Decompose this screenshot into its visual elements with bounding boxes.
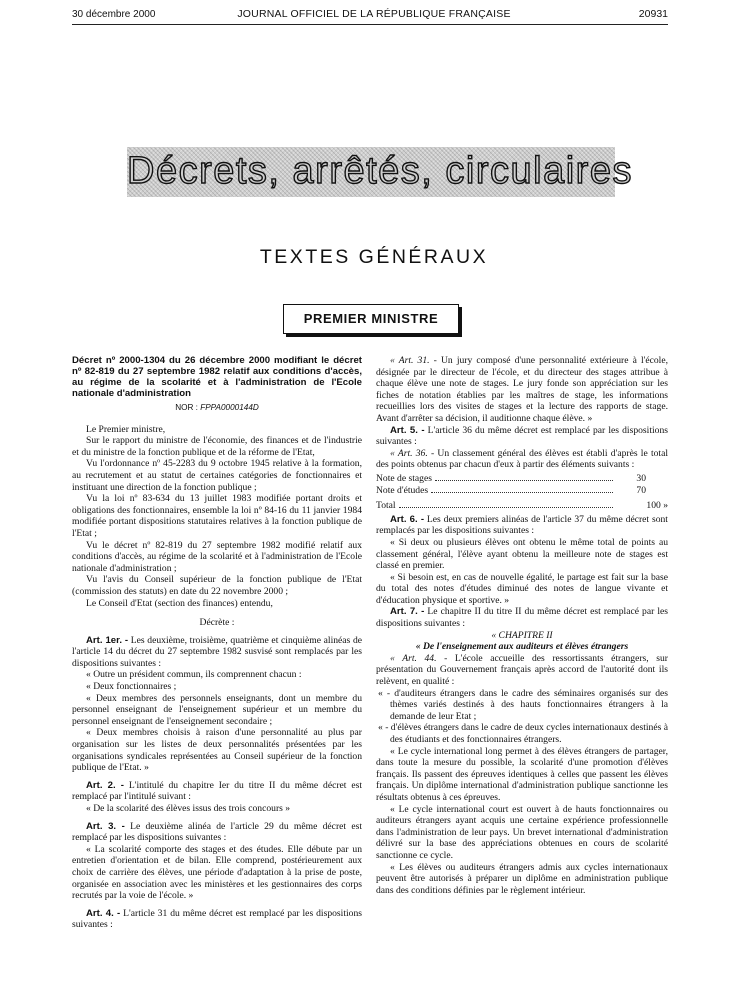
paragraph: Sur le rapport du ministre de l'économie, des finances et de l'industrie et du ministre de la fonction publique et de la réforme de l'Etat, <box>72 435 362 458</box>
article-6 <box>376 514 668 537</box>
quote-paragraph: « Deux fonctionnaires ; <box>86 681 177 693</box>
dot-leader <box>435 480 613 481</box>
nor-label: NOR : <box>175 403 198 412</box>
score-value: 30 <box>636 472 646 484</box>
paragraph: Vu l'ordonnance nº 45-2283 du 9 octobre 1945 relative à la formation, au recrutement et au statut de certaines catégories de fonctionnaires et instituant une direction de la fonction publique ; <box>72 458 362 493</box>
article-5 <box>376 425 668 448</box>
header-page-number: 20931 <box>638 8 668 20</box>
dot-leader <box>399 507 613 508</box>
article-text: - Un classement général des élèves est établi d'après le total des points obtenus par chacun d'eux à partir des éléments suivants : <box>376 447 669 471</box>
banner-title: Décrets, arrêtés, circulaires <box>127 150 633 192</box>
paragraph: Vu la loi nº 83-634 du 13 juillet 1983 modifiée portant droits et obligations des fonctionnaires, ensemble la loi nº 84-16 du 11 janvier 1984 modifiée portant dispositions statutaires relatives à la fonction publique de l'Etat ; <box>72 493 362 539</box>
article-label: Art. 2. - <box>86 779 124 791</box>
decree-title: Décret nº 2000-1304 du 26 décembre 2000 modifiant le décret nº 82-819 du 27 septembre 1982 relatif aux conditions d'accès, au régime de la scolarité et à l'administration de l'Ecole nationale d'administration <box>72 355 362 399</box>
article-3 <box>72 821 362 844</box>
article-label: Art. 4. - <box>86 907 121 919</box>
article-text: L'intitulé du chapitre Ier du titre II du même décret est remplacé par l'intitulé suivant : <box>72 779 362 803</box>
paragraph: Le Premier ministre, <box>86 423 166 435</box>
paragraph: Vu l'avis du Conseil supérieur de la fonction publique de l'Etat (commission des statuts) en date du 22 novembre 2000 ; <box>72 574 362 597</box>
ministry-box: PREMIER MINISTRE <box>283 304 459 334</box>
article-44 <box>376 653 668 688</box>
article-label: « Art. 36. <box>390 447 428 459</box>
article-text: L'article 31 du même décret est remplacé par les dispositions suivantes : <box>72 907 362 931</box>
article-36 <box>376 448 668 471</box>
article-4 <box>72 908 362 931</box>
article-7 <box>376 606 668 629</box>
quote-paragraph: « Outre un président commun, ils comprennent chacun : <box>86 669 302 681</box>
score-value: 70 <box>636 484 646 496</box>
dash-item: « - d'auditeurs étrangers dans le cadre des séminaires organisés sur des thèmes variés destinés à des hauts fonctionnaires étrangers à la demande de leur Etat ; <box>378 687 668 722</box>
article-text: Le deuxième alinéa de l'article 29 du même décret est remplacé par les dispositions suivantes : <box>72 820 362 844</box>
paragraph: Vu le décret nº 82-819 du 27 septembre 1982 modifié relatif aux conditions d'accès, au régime de la scolarité et à l'administration de l'Ecole nationale d'administration ; <box>72 539 362 574</box>
nor-value: FPPA0000144D <box>200 403 259 412</box>
score-table <box>376 473 668 512</box>
quote-paragraph: « La scolarité comporte des stages et des études. Elle débute par un entretien d'orientation et de bilan. Elle comprend, postérieurement aux choix de carrière des élèves, une période d'adaptation à la prise de poste, organisée en association avec les ministères et les gestionnaires des corps recrutés par la voie de l'école. » <box>72 843 362 902</box>
quote-paragraph: « Les élèves ou auditeurs étrangers admis aux cycles internationaux peuvent être autorisés à préparer un diplôme en administration publique dans des conditions définies par le règlement intérieur. <box>376 861 668 896</box>
paragraph: Le Conseil d'Etat (section des finances) entendu, <box>86 597 273 609</box>
article-text: Le chapitre II du titre II du même décret est remplacé par les dispositions suivantes : <box>376 606 668 630</box>
article-label: Art. 7. - <box>390 606 425 618</box>
article-1 <box>72 635 362 670</box>
article-text: Les deuxième, troisième, quatrième et cinquième alinéas de l'article 14 du décret du 27 septembre 1982 susvisé sont remplacés par les dispositions suivantes : <box>72 634 362 669</box>
article-label: Art. 5. - <box>390 424 425 436</box>
section-banner <box>127 147 633 197</box>
dot-leader <box>431 492 613 493</box>
article-text: L'article 36 du même décret est remplacé par les dispositions suivantes : <box>376 424 668 448</box>
article-label: Art. 6. - <box>390 513 425 525</box>
article-label: « Art. 31. <box>390 355 430 366</box>
score-label: Note d'études <box>376 484 429 496</box>
article-text: Les deux premiers alinéas de l'article 37 du même décret sont remplacés par les dispositions suivantes : <box>376 513 668 537</box>
chapter-heading: « CHAPITRE II <box>491 629 553 641</box>
article-label: Art. 1er. - <box>86 634 129 646</box>
score-row <box>376 473 668 485</box>
article-2 <box>72 780 362 803</box>
header-journal-title: JOURNAL OFFICIEL DE LA RÉPUBLIQUE FRANÇAISE <box>237 8 511 20</box>
quote-paragraph: « Le cycle international court est ouvert à de hauts fonctionnaires ou auditeurs étrangers ayant acquis une certaine expérience professionnelle dans l'administration de leur pays. Un brevet international d'administration délivré sur la base des appréciations obtenues en cours de scolarité sanctionne ce cycle. <box>376 803 668 861</box>
quote-paragraph: « Si deux ou plusieurs élèves ont obtenu le même total de points au classement général, l'élève ayant obtenu la meilleure note de stages est classé en premier. <box>376 536 668 572</box>
left-column <box>72 355 362 931</box>
score-row <box>376 485 668 497</box>
quote-paragraph: « Deux membres choisis à raison d'une personnalité au plus par organisation sur les listes de deux personnalités présentées par les organisations syndicales représentées au Conseil supérieur de la fonction publique de l'Etat. » <box>72 727 362 774</box>
dash-item: « - d'élèves étrangers dans le cadre de deux cycles internationaux destinés à des étudiants et des fonctionnaires étrangers. <box>378 722 668 745</box>
article-text: - L'école accueille des ressortissants étrangers, sur présentation du Gouvernement français après accord de l'autorité dont ils relèvent, en qualité : <box>376 652 668 688</box>
section-title: TEXTES GÉNÉRAUX <box>259 246 489 268</box>
quote-paragraph: « Le cycle international long permet à des élèves étrangers de partager, dans toute la mesure du possible, la scolarité d'une promotion d'élèves français. Ils passent des épreuves identiques à celles que passent les élèves français. Un diplôme international d'administration publique sanctionne les résultats obtenus à ces épreuves. <box>376 745 668 803</box>
article-label: « Art. 44. <box>390 652 437 664</box>
header-rule <box>72 24 668 25</box>
chapter-subheading: « De l'enseignement aux auditeurs et élèves étrangers <box>415 641 629 653</box>
quote-paragraph: « De la scolarité des élèves issus des trois concours » <box>86 803 291 814</box>
nor-reference <box>72 402 362 414</box>
article-label: Art. 3. - <box>86 820 125 832</box>
quote-paragraph: « Si besoin est, en cas de nouvelle égalité, le partage est fait sur la base du total des notes d'études diminué des notes de langue vivante et d'éducation physique et sportive. » <box>376 571 668 606</box>
score-total-row <box>376 500 668 512</box>
decrete-heading: Décrète : <box>199 617 235 629</box>
quote-paragraph: « Deux membres des personnels enseignants, dont un membre du personnel enseignant de l'enseignement supérieur et un membre du personnel enseignant de l'enseignement secondaire ; <box>72 692 362 727</box>
score-label: Note de stages <box>376 472 432 484</box>
page-header <box>0 0 748 30</box>
header-date: 30 décembre 2000 <box>72 9 156 20</box>
article-31 <box>376 355 668 425</box>
total-value: 100 » <box>646 500 668 512</box>
article-text: - Un jury composé d'une personnalité extérieure à l'école, désignée par le directeur de l'école, et du directeur des stages attribue à chaque élève une note de stages. Le jury fonde son appréciation sur les fiches de notation établies par les maîtres de stage, les informations recueillies lors des visites de stages et la lecture des rapports de stage. Avant d'arrêter sa décision, il auditionne chaque élève. » <box>376 355 668 424</box>
total-label: Total <box>376 500 396 512</box>
right-column <box>376 355 668 896</box>
